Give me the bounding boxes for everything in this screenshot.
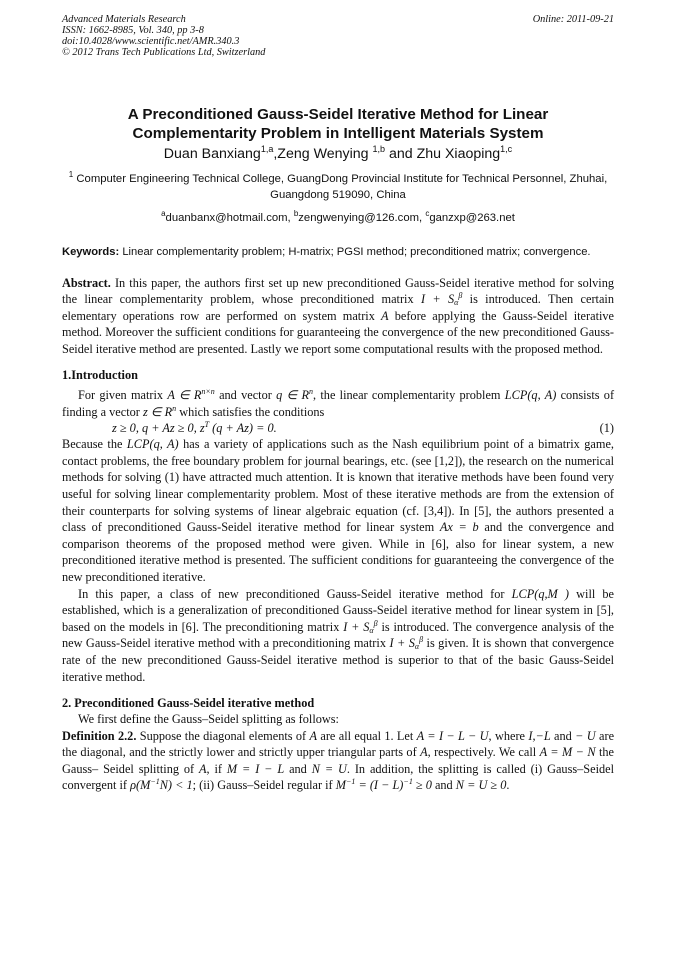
running-header bbox=[62, 14, 614, 58]
email-b[interactable]: $^b$zengwenying@126.com bbox=[293, 209, 420, 224]
intro-paragraph-1: For given matrix A ∈ $R^{n\times n}$ and vector q ∈ $R^n$, the linear complementarity problem LCP(q, A) consists of finding a vector z ∈ $R^n$ which satisfies the conditions bbox=[62, 387, 615, 419]
journal-info bbox=[62, 14, 265, 58]
intro-paragraph-3: In this paper, a class of new preconditioned Gauss-Seidel iterative method for LCP(q,M ) will be established, which is a generalization of preconditioned Gauss-Seidel iterative method for linear system in [5], based on the models in [6]. The preconditioning matrix $I + S_\alpha^\beta$ is introduced. The convergence analysis of the new Gauss-Seidel iterative method with a preconditioning matrix $I + S_\alpha^\beta$ is given. It is shown that convergence rate of the new preconditioned Gauss-Seidel iterative method is superior to that of the basic Gauss-Seidel iterative method. bbox=[62, 586, 615, 684]
math-I-plus-S: $I + S_\alpha^\beta$ bbox=[420, 291, 463, 307]
intro-paragraph-2: Because the LCP(q, A) has a variety of applications such as the Nash equilibrium point of a bimatrix game, contact problems, the free boundary problem for journal bearings, etc. (see [1,2]), the research on the numerical methods for solving (1) have attracted much attention. It is known that iterative methods have been found very useful for solving linear complementarity problem. Most of these iterative methods are from the extension of their counterparts for solving systems of linear algebraic equation (cf. [3,4]). In [5], the authors presented a class of preconditioned Gauss-Seidel iterative method for linear system Ax = b and the convergence and comparison theorems of the proposed method were given. While in [6], also for linear system, a new preconditioned iterative method is presented. The sufficient conditions for guaranteeing the convergence of the new preconditioned iterative. bbox=[62, 437, 614, 584]
abstract: Abstract. In this paper, the authors first set up new preconditioned Gauss-Seidel iterative method for solving the linear complementarity problem, whose preconditioned matrix $I + S_\alpha^\beta$ is introduced. Then certain elementary operations row are performed on system matrix A before applying the Gauss-Seidel iterative method. Moreover the sufficient conditions for guaranteeing the convergence of the new preconditioned Gauss-Seidel iterative method are presented. Lastly we report some computational results with the proposed method. bbox=[62, 275, 615, 356]
author-1: Duan Banxiang$^{1,a}$ bbox=[163, 144, 274, 162]
equation-number: (1) bbox=[599, 421, 614, 436]
email-c[interactable]: $^c$ganzxp@263.net bbox=[425, 209, 515, 224]
section-2-heading: 2. Preconditioned Gauss-Seidel iterative method bbox=[62, 696, 315, 711]
email-list: $^a$duanbanx@hotmail.com, $^b$zengwenying@126.com, $^c$ganzxp@263.net bbox=[161, 209, 515, 224]
email-a[interactable]: $^a$duanbanx@hotmail.com bbox=[161, 209, 288, 224]
online-date: Online: 2011-09-21 bbox=[532, 14, 614, 25]
journal-name: Advanced Materials Research bbox=[62, 14, 186, 25]
author-3: Zhu Xiaoping$^{1,c}$ bbox=[416, 144, 513, 162]
keywords-text: Linear complementarity problem; H-matrix; PGSI method; preconditioned matrix; convergence. bbox=[122, 246, 591, 258]
author-list: Duan Banxiang$^{1,a}$,Zeng Wenying $^{1,b}$ and Zhu Xiaoping$^{1,c}$ bbox=[163, 144, 513, 162]
keywords-label: Keywords: bbox=[62, 246, 120, 258]
abstract-label: Abstract. bbox=[62, 275, 111, 290]
equation-1: z ≥ 0, q + Az ≥ 0, $z^T$ (q + Az) = 0. (1) bbox=[112, 420, 614, 436]
paper-page bbox=[62, 14, 614, 794]
definition-label: Definition 2.2. bbox=[62, 728, 137, 743]
copyright-line: © 2012 Trans Tech Publications Ltd, Switzerland bbox=[62, 47, 266, 58]
doi-line[interactable]: doi:10.4028/www.scientific.net/AMR.340.3 bbox=[62, 36, 240, 47]
section-1-heading: 1.Introduction bbox=[62, 368, 138, 382]
author-2: Zeng Wenying $^{1,b}$ bbox=[277, 144, 385, 162]
keywords bbox=[62, 245, 614, 261]
paper-title: A Preconditioned Gauss-Seidel Iterative Method for Linear Complementarity Problem in Intelligent Materials System bbox=[127, 106, 549, 142]
definition-2-2: Definition 2.2. Suppose the diagonal elements of A are all equal 1. Let A = I − L − U, where I,−L and − U are the diagonal, and the strictly lower and strictly upper triangular parts of A, respectively. We call A = M − N the Gauss– Seidel splitting of A, if M = I − L and N = U. In addition, the splitting is called (i) Gauss–Seidel convergent if $\rho(M^{-1}N) < 1$; (ii) Gauss–Seidel regular if $M^{-1} = (I - L)^{-1} \ge 0$ and N = U ≥ 0. bbox=[62, 728, 615, 793]
issn-line: ISSN: 1662-8985, Vol. 340, pp 3-8 bbox=[62, 25, 204, 36]
section-2-intro: We first define the Gauss–Seidel splitting as follows: bbox=[78, 712, 339, 727]
affiliation: $^1$ Computer Engineering Technical College, GuangDong Provincial Institute for Technical Personnel, Zhuhai, Guangdong 519090, China bbox=[68, 170, 608, 201]
